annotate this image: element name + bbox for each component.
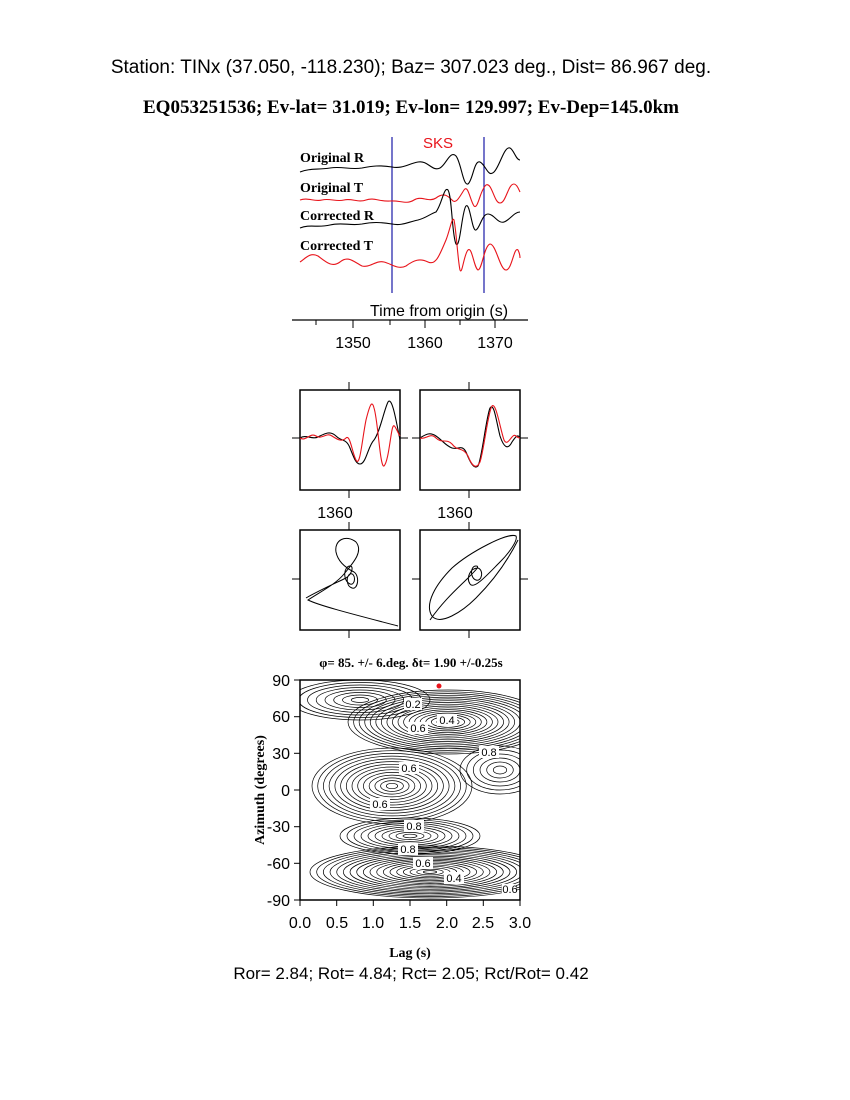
lag-tick: 0.5 xyxy=(325,915,349,932)
lag-tick: 1.0 xyxy=(361,915,385,932)
particle-motion-original-path xyxy=(306,538,398,626)
waveform-right-tick-1360: 1360 xyxy=(437,505,473,522)
trace-label-original-r: Original R xyxy=(300,151,365,166)
azimuth-axis-ticks xyxy=(294,680,300,900)
contour-label: 0.8 xyxy=(481,747,497,759)
lag-tick: 1.5 xyxy=(398,915,422,932)
event-header: EQ053251536; Ev-lat= 31.019; Ev-lon= 129.997; Ev-Dep=145.0km xyxy=(143,97,679,118)
contour-label: 0.4 xyxy=(446,873,462,885)
energy-ratios: Ror= 2.84; Rot= 4.84; Rct= 2.05; Rct/Rot= 0.42 xyxy=(233,964,589,983)
contour-label: 0.6 xyxy=(401,763,417,775)
waveform-panel-corrected xyxy=(412,382,528,522)
azimuth-tick: -30 xyxy=(266,819,290,836)
time-tick-1370: 1370 xyxy=(477,335,513,352)
lag-tick: 0.0 xyxy=(288,915,312,932)
waveform-left-tick-1360: 1360 xyxy=(317,505,353,522)
azimuth-tick: -60 xyxy=(266,856,290,873)
time-tick-1350: 1350 xyxy=(335,335,371,352)
waveform-original-transverse xyxy=(300,404,400,466)
particle-motion-corrected-path xyxy=(429,535,518,620)
lag-tick: 3.0 xyxy=(508,915,532,932)
azimuth-tick: 30 xyxy=(272,746,290,763)
contour-label: 0.4 xyxy=(439,715,455,727)
splitting-result: φ= 85. +/- 6.deg. δt= 1.90 +/-0.25s xyxy=(319,655,503,670)
contour-label: 0.2 xyxy=(405,699,421,711)
seismogram-panel xyxy=(292,135,528,352)
contour-label: 0.6 xyxy=(410,723,426,735)
time-tick-1360: 1360 xyxy=(407,335,443,352)
contour-label: 0.8 xyxy=(406,821,422,833)
waveform-original-radial xyxy=(300,401,400,464)
azimuth-tick: 0 xyxy=(281,783,290,800)
contour-label: 0.6 xyxy=(372,799,388,811)
time-axis-label: Time from origin (s) xyxy=(369,303,509,320)
lag-tick: 2.5 xyxy=(471,915,495,932)
particle-motion-original xyxy=(292,522,400,638)
best-fit-marker xyxy=(437,684,442,689)
trace-label-corrected-r: Corrected R xyxy=(300,209,374,224)
particle-motion-corrected xyxy=(412,522,528,638)
azimuth-tick: 60 xyxy=(272,709,290,726)
contour-label: 0.6 xyxy=(502,884,518,896)
trace-label-corrected-t: Corrected T xyxy=(300,239,373,254)
lag-tick: 2.0 xyxy=(435,915,459,932)
waveform-panel-original xyxy=(292,382,408,522)
time-axis-ticks xyxy=(316,320,495,328)
lag-axis-ticks xyxy=(300,900,520,906)
azimuth-tick: 90 xyxy=(272,673,290,690)
contour-label: 0.6 xyxy=(415,858,431,870)
azimuth-tick: -90 xyxy=(266,893,290,910)
azimuth-axis-label: Azimuth (degrees) xyxy=(253,735,268,845)
grid-search-panel xyxy=(253,673,550,961)
station-header: Station: TINx (37.050, -118.230); Baz= 307.023 deg., Dist= 86.967 deg. xyxy=(110,57,712,78)
contour-label: 0.8 xyxy=(400,844,416,856)
phase-label-sks: SKS xyxy=(422,135,454,152)
lag-axis-label: Lag (s) xyxy=(389,946,431,961)
trace-label-original-t: Original T xyxy=(300,181,364,196)
